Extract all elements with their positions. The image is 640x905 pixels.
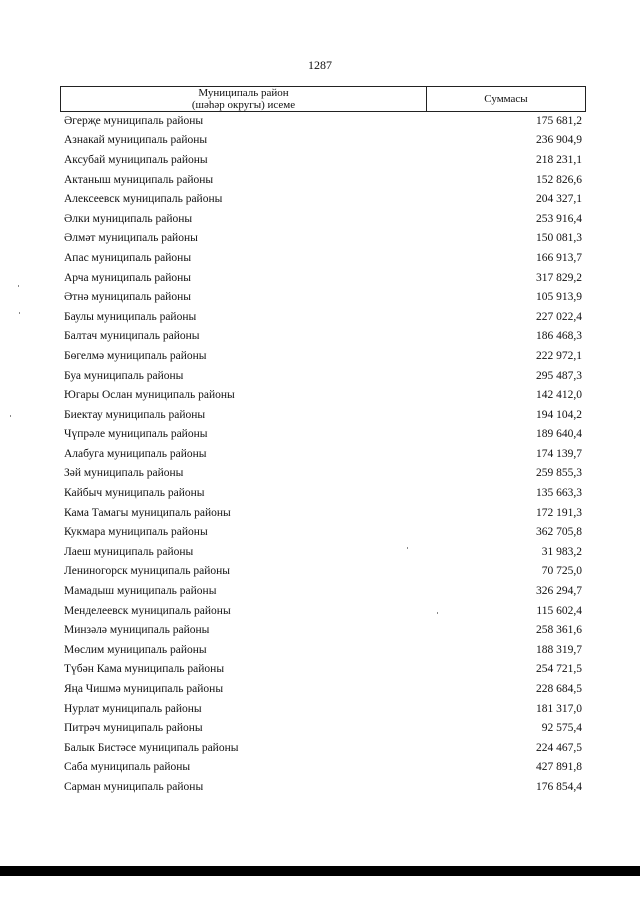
district-amount: 204 327,1 — [536, 193, 582, 206]
table-row — [64, 581, 582, 601]
table-row — [64, 522, 582, 542]
table-row — [64, 268, 582, 288]
district-name: Баулы муниципаль районы — [64, 310, 197, 323]
table-row — [64, 464, 582, 484]
district-amount: 228 684,5 — [536, 683, 582, 696]
district-name: Түбән Кама муниципаль районы — [64, 663, 225, 676]
table-row — [64, 777, 582, 797]
district-name: Югары Ослан муниципаль районы — [64, 389, 235, 402]
scan-speck — [407, 547, 408, 549]
table-header — [60, 86, 586, 112]
district-name: Саба муниципаль районы — [64, 761, 191, 774]
district-name: Әтнә муниципаль районы — [64, 291, 191, 304]
header-name-line2: (шәһәр округы) исеме — [191, 98, 296, 111]
district-amount: 227 022,4 — [536, 310, 582, 323]
page-number: 1287 — [308, 58, 332, 72]
district-amount: 175 681,2 — [536, 114, 582, 127]
district-amount: 135 663,3 — [536, 487, 582, 500]
district-amount: 172 191,3 — [536, 506, 582, 519]
header-name-line1: Муниципаль район — [198, 87, 289, 99]
table-row — [64, 327, 582, 347]
table-row — [64, 170, 582, 190]
district-amount: 92 575,4 — [541, 722, 582, 735]
table-row — [64, 366, 582, 386]
district-name: Менделеевск муниципаль районы — [64, 604, 231, 617]
district-amount: 317 829,2 — [536, 271, 582, 284]
district-name: Кама Тамагы муниципаль районы — [64, 506, 231, 519]
district-amount: 115 602,4 — [536, 604, 582, 617]
district-name: Биектау муниципаль районы — [64, 408, 206, 421]
district-name: Балтач муниципаль районы — [64, 330, 200, 343]
district-name: Бөгелмә муниципаль районы — [64, 349, 207, 362]
table-row — [64, 679, 582, 699]
scan-border-bar — [0, 866, 640, 876]
district-amount: 105 913,9 — [536, 291, 582, 304]
table-row — [64, 229, 582, 249]
district-name: Чүпрәле муниципаль районы — [64, 428, 208, 441]
district-name: Аксубай муниципаль районы — [64, 153, 208, 166]
district-amount: 31 983,2 — [541, 545, 582, 558]
district-name: Нурлат муниципаль районы — [64, 702, 202, 715]
district-name: Актаныш муниципаль районы — [64, 173, 214, 186]
table-row — [64, 738, 582, 758]
district-name: Әлки муниципаль районы — [64, 212, 193, 225]
table-row — [64, 209, 582, 229]
district-amount: 186 468,3 — [536, 330, 582, 343]
table-row — [64, 425, 582, 445]
district-amount: 152 826,6 — [536, 173, 582, 186]
scan-speck — [437, 612, 438, 614]
district-amount: 189 640,4 — [536, 428, 582, 441]
district-name: Апас муниципаль районы — [64, 251, 192, 264]
district-name: Минзәлә муниципаль районы — [64, 624, 210, 637]
district-name: Лаеш муниципаль районы — [64, 545, 194, 558]
district-name: Әгерҗе муниципаль районы — [64, 114, 204, 127]
table-row — [64, 562, 582, 582]
table-body — [64, 111, 582, 797]
header-name-column — [61, 87, 427, 111]
district-amount: 254 721,5 — [536, 663, 582, 676]
district-name: Мамадыш муниципаль районы — [64, 585, 217, 598]
district-amount: 326 294,7 — [536, 585, 582, 598]
table-row — [64, 483, 582, 503]
district-name: Сарман муниципаль районы — [64, 780, 204, 793]
district-amount: 166 913,7 — [536, 251, 582, 264]
district-name: Буа муниципаль районы — [64, 369, 184, 382]
table-row — [64, 405, 582, 425]
district-amount: 222 972,1 — [536, 349, 582, 362]
district-name: Кукмара муниципаль районы — [64, 526, 208, 539]
table-row — [64, 248, 582, 268]
table-row — [64, 660, 582, 680]
district-amount: 427 891,8 — [536, 761, 582, 774]
scan-speck — [18, 285, 19, 287]
table-row — [64, 758, 582, 778]
district-amount: 150 081,3 — [536, 232, 582, 245]
table-row — [64, 189, 582, 209]
district-amount: 194 104,2 — [536, 408, 582, 421]
table-row — [64, 718, 582, 738]
district-name: Яңа Чишмә муниципаль районы — [64, 683, 224, 696]
district-amount: 236 904,9 — [536, 134, 582, 147]
district-amount: 142 412,0 — [536, 389, 582, 402]
district-name: Әлмәт муниципаль районы — [64, 232, 198, 245]
table-row — [64, 503, 582, 523]
district-name: Лениногорск муниципаль районы — [64, 565, 231, 578]
header-amount-column: Суммасы — [484, 93, 528, 105]
district-amount: 295 487,3 — [536, 369, 582, 382]
table-row — [64, 287, 582, 307]
table-row — [64, 542, 582, 562]
district-amount: 176 854,4 — [536, 780, 582, 793]
table-row — [64, 307, 582, 327]
district-name: Питрәч муниципаль районы — [64, 722, 203, 735]
district-amount: 258 361,6 — [536, 624, 582, 637]
table-row — [64, 699, 582, 719]
district-amount: 174 139,7 — [536, 447, 582, 460]
table-row — [64, 150, 582, 170]
scan-speck — [19, 312, 20, 314]
table-row — [64, 131, 582, 151]
district-amount: 259 855,3 — [536, 467, 582, 480]
district-amount: 188 319,7 — [536, 643, 582, 656]
district-amount: 218 231,1 — [536, 153, 582, 166]
table-row — [64, 620, 582, 640]
table-row — [64, 346, 582, 366]
table-row — [64, 444, 582, 464]
district-name: Алабуга муниципаль районы — [64, 447, 207, 460]
district-amount: 362 705,8 — [536, 526, 582, 539]
district-name: Арча муниципаль районы — [64, 271, 192, 284]
district-name: Алексеевск муниципаль районы — [64, 193, 223, 206]
district-amount: 181 317,0 — [536, 702, 582, 715]
district-amount: 253 916,4 — [536, 212, 582, 225]
district-name: Азнакай муниципаль районы — [64, 134, 208, 147]
table-row — [64, 640, 582, 660]
scan-speck — [10, 415, 11, 417]
table-row — [64, 111, 582, 131]
district-name: Кайбыч муниципаль районы — [64, 487, 205, 500]
table-row — [64, 385, 582, 405]
district-name: Мөслим муниципаль районы — [64, 643, 207, 656]
district-amount: 70 725,0 — [541, 565, 582, 578]
table-row — [64, 601, 582, 621]
district-amount: 224 467,5 — [536, 741, 582, 754]
district-name: Зәй муниципаль районы — [64, 467, 184, 480]
district-name: Балык Бистәсе муниципаль районы — [64, 741, 239, 754]
